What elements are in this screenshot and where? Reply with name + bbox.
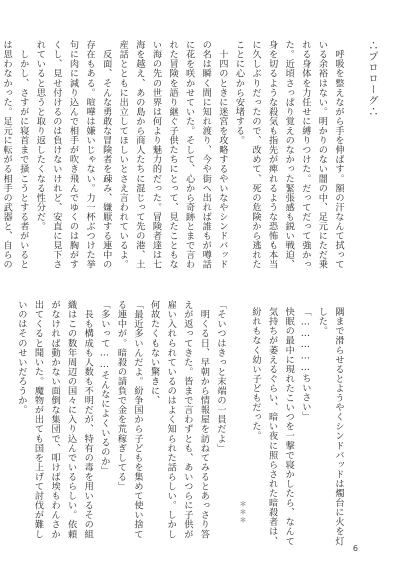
chapter-title: ∴プロローグ∴	[366, 40, 377, 117]
lower-left-text-block: 「そいつはきっと末端の一員だよ」 明くる日、早朝から情報屋を訪ねてみるとあっさり答えが返ってきた。皆まで言わずとも、あいつらに子供が雇い入れられているのはよく知られた話らしい。しかし何故たくもない驚きに、 「最近多いんだよ。紛争国から子どもを集めて使い捨てる連中が。暗殺の請負で金を荒稼ぎしてる」 「多いって……そんなによくいるのか」 長も構成も人数も不明だが、特有の毒を用いるその組織はこの数年周辺の国々に入り込んでいるらしい。依頼がなければ動かない面倒な集団で、叩けば埃もわんさか出てくると聞いた。魔物が出ても国を上げて討伐が難しいのはそのせいだろうか。	[15, 300, 226, 539]
lower-right-text-block: 隅まで滑らせるとようやくシンドバッドは燭台に火を灯した。 「……………ちいさい」 快眠の最中に現れたこいつを一撃で寝かしたら、なんて気持ちが萎えるぐらい、暗い夜に照らされた暗殺者は、紛れもなく幼い子どもだった。	[250, 307, 344, 546]
section-separator: ＊＊＊	[239, 500, 247, 524]
page-number: 6	[352, 544, 358, 553]
upper-text-block: 呼吸を整えながら手を伸ばす。額の汗なんて拭っている余裕はない。明かりのない闇の中、足元にただ乗れる身体を力任せに縛りつけた。だってだって強かった。近頃さっぱり覚えのなかった緊張感も鋭い戦迫、身を切るような殺気も指先が痺れるような恐怖も本当に久しぶりだったので、改めて、死の危険から逃れたことに心から安堵する。 十四のときに迷宮を攻略するやいなやシンドバッドの名は瞬く間に知れ渡り、今や街へ出れば誰もが噂話に花を咲かせていた。そして、心から奇跡とまで言われた冒険を語り継ぐ子供たちにとって、見たこともない海の先の世界は何より魅力的だった。冒険者達は七海を越え、あの島から商人たちに混じって先の港、土産話とともに出立してほしいとさえ言われているよ。 反面、そんな勇敢な冒険者を疎み、嫌厭する連中の存在もある。喧嘩は嫌いじゃない。力一杯ぶつけた挙句に肉に減り込んで相手が吹き飛んでゆくのは胸がすくし、見せ付けるのは負けないけれど、安直に見下されていると思うと取り返したくなる性分だ。 しかし、さすがに寝首まで掻こうとする者がいるとは思わなかった。足元に転がる相手の武器と、自らの	[1, 40, 344, 270]
